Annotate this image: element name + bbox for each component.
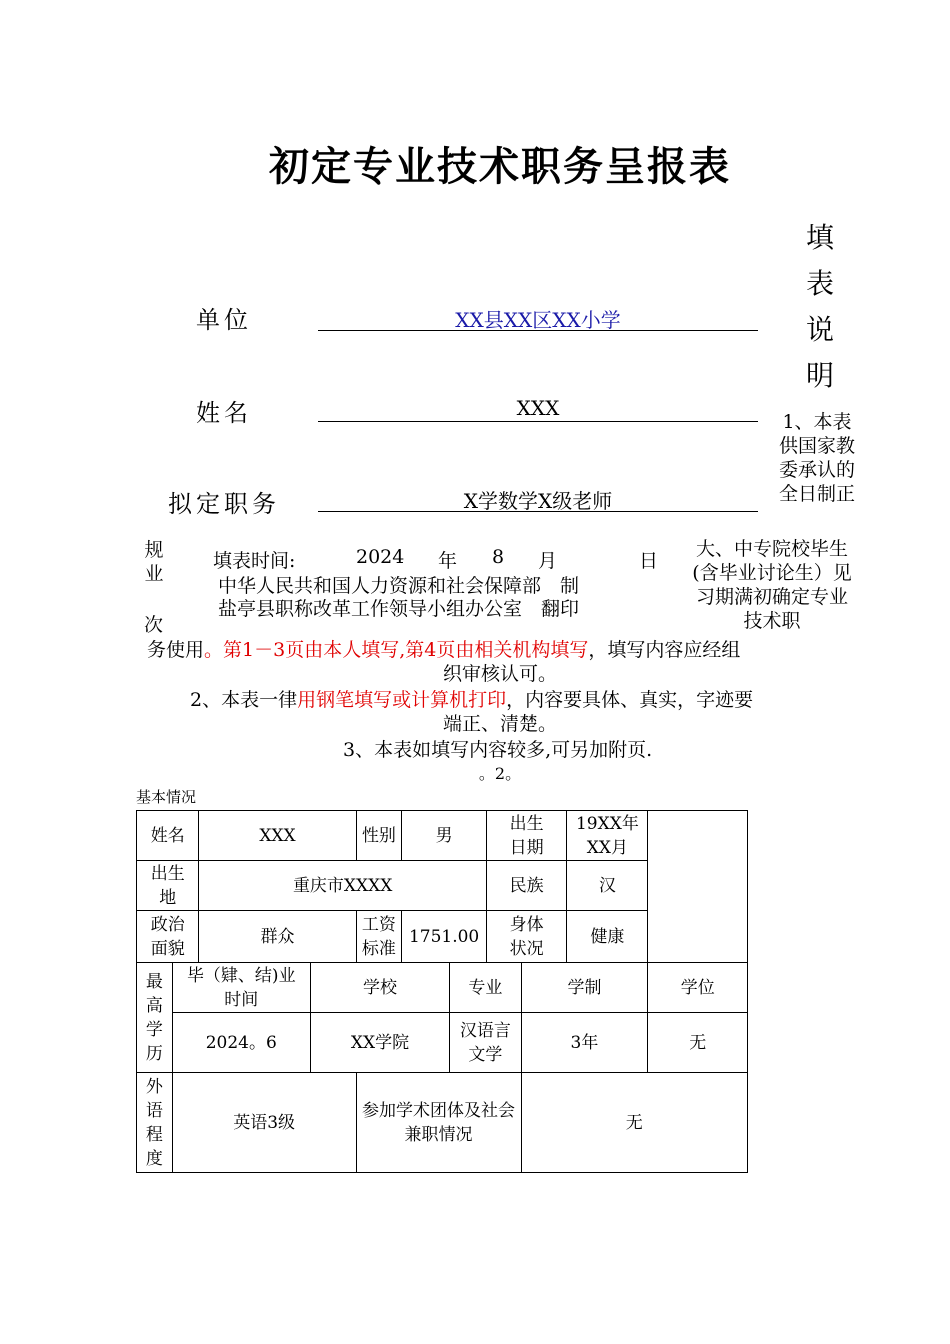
instructions-line-1: 务使用。第1－3页由本人填写,第4页由相关机构填写，填写内容应经组	[147, 639, 741, 661]
instructions-line-5: 3、本表如填写内容较多,可另加附页.	[343, 739, 653, 761]
salary-cell: 1751.00	[402, 911, 487, 963]
instructions-line-3: 2、本表一律用钢笔填写或计算机打印，内容要具体、真实，字迹要	[190, 689, 754, 711]
grad-time-cell: 2024。6	[172, 1013, 310, 1073]
society-cell: 无	[521, 1073, 747, 1173]
salary-header: 工资标准	[356, 911, 402, 963]
birthplace-cell: 重庆市XXXX	[199, 861, 486, 911]
name-label: 姓名	[196, 399, 252, 427]
name-underline	[318, 421, 758, 422]
fill-month: 8	[492, 546, 505, 568]
position-value: X学数学X级老师	[463, 489, 613, 513]
photo-cell	[648, 811, 748, 963]
duration-header: 学制	[521, 963, 648, 1013]
instructions-heading: 填表说明	[805, 221, 834, 392]
name-header: 姓名	[137, 811, 199, 861]
position-underline	[318, 511, 758, 512]
issuer-line-2: 盐亭县职称改革工作领导小组办公室 翻印	[218, 598, 580, 620]
major-cell: 汉语言文学	[450, 1013, 521, 1073]
name-value: XXX	[516, 396, 560, 420]
politics-header: 政治面貌	[137, 911, 199, 963]
instructions-col2: 大、中专院校毕生(含毕业讨论生）见习期满初确定专业技术职	[692, 538, 852, 632]
instructions-left-fragment-2: 次	[144, 614, 164, 636]
fill-month-unit: 月	[538, 550, 558, 572]
grad-time-header: 毕（肄、结)业时间	[172, 963, 310, 1013]
fill-time-label: 填表时间:	[213, 550, 296, 572]
school-header: 学校	[310, 963, 449, 1013]
name-cell: XXX	[199, 811, 356, 861]
birthplace-header: 出生地	[137, 861, 199, 911]
health-header: 身体状况	[486, 911, 567, 963]
degree-header: 学位	[648, 963, 748, 1013]
degree-cell: 无	[648, 1013, 748, 1073]
health-cell: 健康	[567, 911, 648, 963]
duration-cell: 3年	[521, 1013, 648, 1073]
section-title: 基本情况	[136, 788, 197, 806]
basic-info-table	[136, 810, 748, 1173]
unit-underline	[318, 330, 758, 331]
unit-value: XX县XX区XX小学	[455, 308, 621, 332]
fill-day-unit: 日	[639, 550, 659, 572]
major-header: 专业	[450, 963, 521, 1013]
society-header: 参加学术团体及社会兼职情况	[356, 1073, 521, 1173]
gender-cell: 男	[402, 811, 487, 861]
birth-header: 出生日期	[486, 811, 567, 861]
page-number: 。2。	[478, 764, 522, 783]
gender-header: 性别	[356, 811, 402, 861]
instructions-line-4: 端正、清楚。	[442, 713, 557, 735]
birth-cell: 19XX年XX月	[567, 811, 648, 861]
ethnic-header: 民族	[486, 861, 567, 911]
foreign-language-cell: 英语3级	[172, 1073, 356, 1173]
fill-year-unit: 年	[438, 550, 458, 572]
fill-year: 2024	[356, 546, 405, 568]
school-cell: XX学院	[310, 1013, 449, 1073]
education-header: 最高学历	[137, 963, 173, 1073]
position-label: 拟定职务	[168, 490, 280, 518]
issuer-line-1: 中华人民共和国人力资源和社会保障部 制	[218, 575, 580, 597]
instructions-left-fragment: 规业	[144, 539, 164, 585]
ethnic-cell: 汉	[567, 861, 648, 911]
instructions-col1: 1、本表供国家教委承认的全日制正	[778, 411, 855, 505]
instructions-line-2: 织审核认可。	[442, 663, 557, 685]
unit-label: 单位	[196, 306, 252, 334]
foreign-language-header: 外语程度	[137, 1073, 173, 1173]
page-title: 初定专业技术职务呈报表	[269, 143, 731, 190]
politics-cell: 群众	[199, 911, 356, 963]
